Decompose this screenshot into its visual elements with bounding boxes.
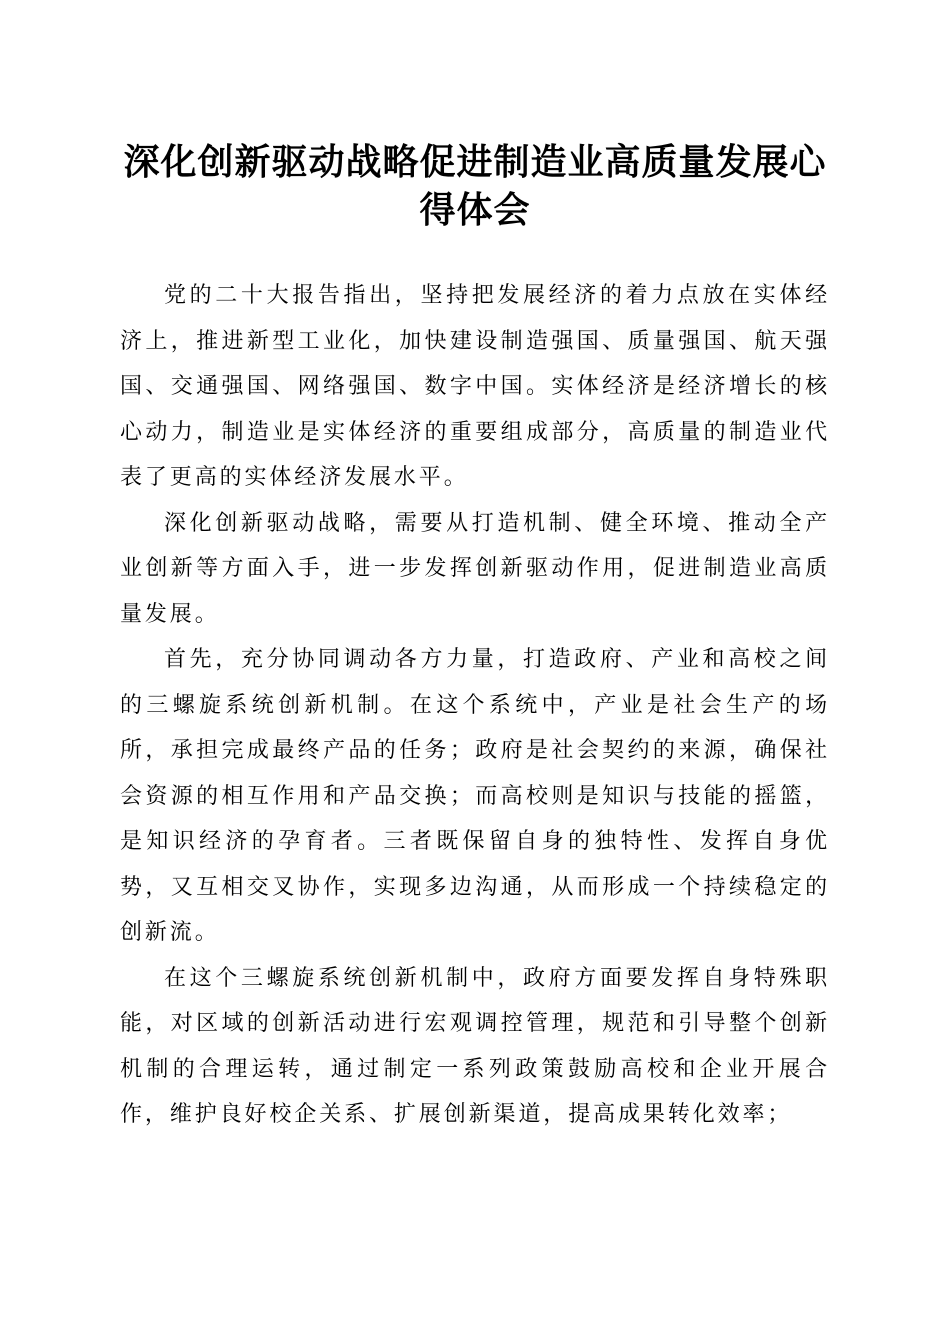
document-title: 深化创新驱动战略促进制造业高质量发展心得体会 [123,141,827,231]
document-body [120,273,830,1138]
paragraph-2: 深化创新驱动战略，需要从打造机制、健全环境、推动全产业创新等方面入手，进一步发挥创新驱动作用，促进制造业高质量发展。 [120,510,830,627]
paragraph-3: 首先，充分协同调动各方力量，打造政府、产业和高校之间的三螺旋系统创新机制。在这个系统中，产业是社会生产的场所，承担完成最终产品的任务；政府是社会契约的来源，确保社会资源的相互作用和产品交换；而高校则是知识与技能的摇篮，是知识经济的孕育者。三者既保留自身的独特性、发挥自身优势，又互相交叉协作，实现多边沟通，从而形成一个持续稳定的创新流。 [120,647,830,945]
paragraph-4: 在这个三螺旋系统创新机制中，政府方面要发挥自身特殊职能，对区域的创新活动进行宏观调控管理，规范和引导整个创新机制的合理运转，通过制定一系列政策鼓励高校和企业开展合作，维护良好校企关系、扩展创新渠道，提高成果转化效率； [120,965,830,1127]
paragraph-1: 党的二十大报告指出，坚持把发展经济的着力点放在实体经济上，推进新型工业化，加快建设制造强国、质量强国、航天强国、交通强国、网络强国、数字中国。实体经济是经济增长的核心动力，制造业是实体经济的重要组成部分，高质量的制造业代表了更高的实体经济发展水平。 [120,283,830,490]
